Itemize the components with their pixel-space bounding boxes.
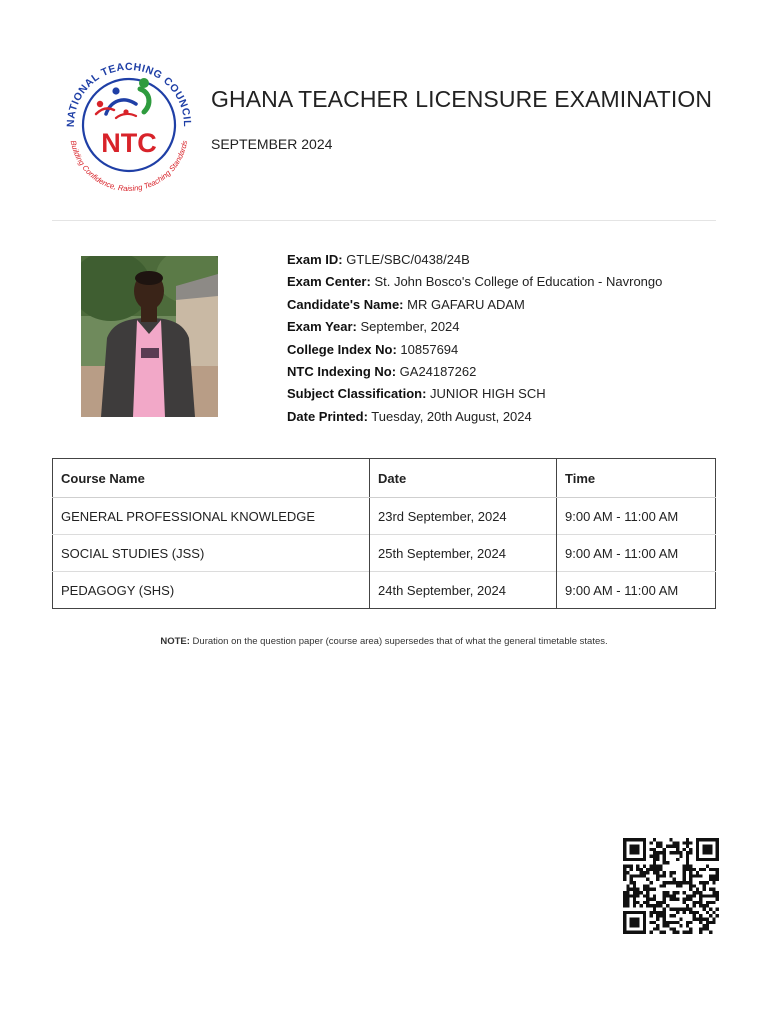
course-name-cell: PEDAGOGY (SHS) (53, 572, 370, 609)
info-ntc-index (287, 361, 662, 383)
field-value: September, 2024 (360, 319, 460, 335)
time-cell: 9:00 AM - 11:00 AM (557, 572, 716, 609)
course-name-cell: GENERAL PROFESSIONAL KNOWLEDGE (53, 498, 370, 535)
field-value: Tuesday, 20th August, 2024 (371, 408, 532, 424)
ntc-logo (56, 52, 202, 198)
note-label: NOTE: (160, 636, 190, 647)
info-date-printed (287, 406, 662, 428)
field-label: NTC Indexing No: (287, 364, 397, 380)
field-value: St. John Bosco's College of Education - Navrongo (374, 274, 663, 290)
field-label: Subject Classification: (287, 386, 427, 402)
time-cell: 9:00 AM - 11:00 AM (557, 498, 716, 535)
page-title: GHANA TEACHER LICENSURE EXAMINATION (211, 86, 713, 112)
info-exam-center (287, 271, 662, 293)
table-row (53, 535, 716, 572)
field-value: MR GAFARU ADAM (407, 296, 525, 312)
field-value: 10857694 (400, 341, 459, 357)
field-label: Exam Year: (287, 319, 357, 335)
info-candidate-name (287, 294, 662, 316)
logo-arc-top-text: NATIONAL TEACHING COUNCIL (64, 60, 194, 128)
table-row (53, 498, 716, 535)
logo-arc-bottom-text: Building Confidence, Raising Teaching Standards (68, 139, 190, 194)
column-header-course: Course Name (53, 459, 370, 498)
field-value: JUNIOR HIGH SCH (430, 386, 546, 402)
column-header-date: Date (370, 459, 557, 498)
field-label: College Index No: (287, 341, 397, 357)
info-subject-classification (287, 383, 662, 405)
info-exam-year (287, 316, 662, 338)
note-text: Duration on the question paper (course area) supersedes that of what the general timetable states. (192, 636, 608, 647)
candidate-photo (81, 256, 218, 417)
page-subtitle: SEPTEMBER 2024 (211, 136, 333, 152)
info-college-index (287, 339, 662, 361)
footnote (0, 636, 768, 647)
field-label: Exam ID: (287, 252, 343, 267)
field-value: GA24187262 (399, 364, 477, 380)
date-cell: 24th September, 2024 (370, 572, 557, 609)
table-header-row (53, 459, 716, 498)
header-divider (52, 220, 716, 221)
qr-code (623, 838, 719, 934)
logo-initials: NTC (101, 128, 157, 158)
date-cell: 25th September, 2024 (370, 535, 557, 572)
date-cell: 23rd September, 2024 (370, 498, 557, 535)
time-cell: 9:00 AM - 11:00 AM (557, 535, 716, 572)
exam-schedule-table (52, 458, 716, 609)
course-name-cell: SOCIAL STUDIES (JSS) (53, 535, 370, 572)
info-exam-id (287, 249, 662, 271)
candidate-info (287, 249, 662, 428)
field-label: Candidate's Name: (287, 296, 404, 312)
column-header-time: Time (557, 459, 716, 498)
field-value: GTLE/SBC/0438/24B (346, 252, 470, 267)
table-row (53, 572, 716, 609)
field-label: Date Printed: (287, 408, 368, 424)
field-label: Exam Center: (287, 274, 371, 290)
